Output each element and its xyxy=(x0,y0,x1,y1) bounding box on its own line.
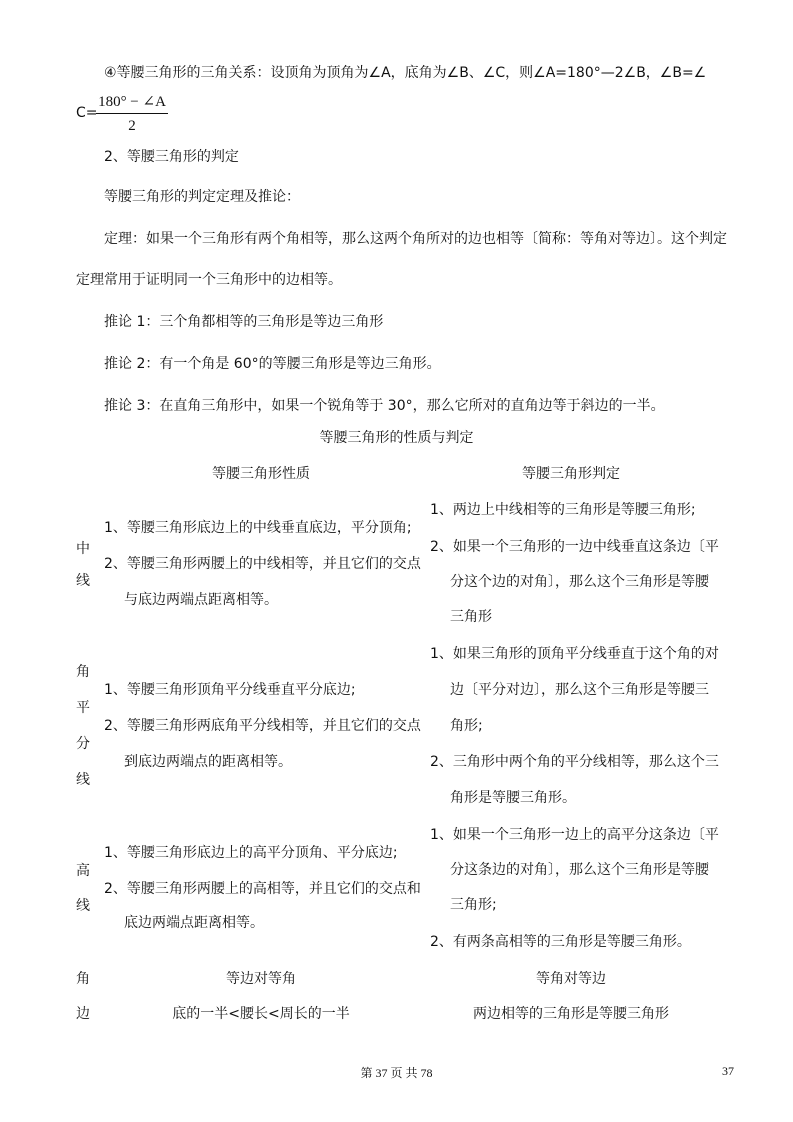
row-label-median-char: 中 xyxy=(76,541,90,557)
row-label-bisector-char: 分 xyxy=(76,736,90,752)
fraction-denominator: 2 xyxy=(128,118,136,134)
corollary-3: 推论 3：在直角三角形中，如果一个锐角等于 30°，那么它所对的直角边等于斜边的一半。 xyxy=(104,398,665,414)
fraction-bar xyxy=(96,113,168,114)
corollary-2: 推论 2：有一个角是 60°的等腰三角形是等边三角形。 xyxy=(104,356,441,372)
row-label-bisector-char: 角 xyxy=(76,664,90,680)
bisector-criterion-2-cont: 角形是等腰三角形。 xyxy=(450,790,576,806)
angle-relation-line: ④等腰三角形的三角关系：设顶角为顶角为∠A，底角为∠B、∠C，则∠A=180°—2∠B，∠B=∠ xyxy=(104,65,707,81)
row-label-altitude-char: 线 xyxy=(76,898,90,914)
side-property: 底的一半<腰长<周长的一半 xyxy=(172,1006,350,1022)
median-criterion-2: 2、如果一个三角形的一边中线垂直这条边〔平 xyxy=(430,539,719,555)
table-title: 等腰三角形的性质与判定 xyxy=(319,430,474,446)
formula-fraction xyxy=(96,92,168,136)
median-criterion-2-cont: 三角形 xyxy=(450,609,492,625)
bisector-criterion-1-cont: 角形; xyxy=(450,718,483,734)
row-label-median-char: 线 xyxy=(76,573,90,589)
altitude-property-2: 2、等腰三角形两腰上的高相等，并且它们的交点和 xyxy=(104,881,421,897)
column-header-criteria: 等腰三角形判定 xyxy=(522,466,620,482)
altitude-criterion-1-cont: 分这条边的对角〕，那么这个三角形是等腰 xyxy=(450,862,709,878)
row-label-angle: 角 xyxy=(76,971,90,987)
row-label-side: 边 xyxy=(76,1006,90,1022)
row-label-bisector-char: 平 xyxy=(76,700,90,716)
section-heading: 2、等腰三角形的判定 xyxy=(104,149,239,165)
median-criterion-1: 1、两边上中线相等的三角形是等腰三角形; xyxy=(430,502,696,518)
median-property-2: 2、等腰三角形两腰上的中线相等，并且它们的交点 xyxy=(104,556,421,572)
side-criterion: 两边相等的三角形是等腰三角形 xyxy=(473,1006,669,1022)
row-label-bisector-char: 线 xyxy=(76,772,90,788)
fraction-numerator: 180° − ∠A xyxy=(98,94,166,110)
theorem-line-2: 定理常用于证明同一个三角形中的边相等。 xyxy=(76,272,342,288)
angle-criterion: 等角对等边 xyxy=(536,971,606,987)
row-label-altitude-char: 高 xyxy=(76,863,90,879)
bisector-criterion-1-cont: 边〔平分对边〕，那么这个三角形是等腰三 xyxy=(450,682,709,698)
median-property-2-cont: 与底边两端点距离相等。 xyxy=(124,592,278,608)
angle-property: 等边对等角 xyxy=(226,971,296,987)
median-criterion-2-cont: 分这个边的对角〕，那么这个三角形是等腰 xyxy=(450,574,709,590)
altitude-property-1: 1、等腰三角形底边上的高平分顶角、平分底边; xyxy=(104,845,398,861)
theorem-line-1: 定理：如果一个三角形有两个角相等，那么这两个角所对的边也相等〔简称：等角对等边〕。这个判定 xyxy=(104,231,727,247)
altitude-criterion-1-cont: 三角形; xyxy=(450,897,497,913)
corollary-1: 推论 1：三个角都相等的三角形是等边三角形 xyxy=(104,314,384,330)
page-number: 37 xyxy=(722,1064,734,1078)
median-property-1: 1、等腰三角形底边上的中线垂直底边，平分顶角; xyxy=(104,520,412,536)
section-subheading: 等腰三角形的判定定理及推论： xyxy=(104,189,300,205)
column-header-properties: 等腰三角形性质 xyxy=(212,466,310,482)
formula-c-prefix: C= xyxy=(76,105,98,121)
bisector-criterion-1: 1、如果三角形的顶角平分线垂直于这个角的对 xyxy=(430,646,719,662)
altitude-criterion-2: 2、有两条高相等的三角形是等腰三角形。 xyxy=(430,934,691,950)
bisector-property-2-cont: 到底边两端点的距离相等。 xyxy=(124,754,292,770)
altitude-criterion-1: 1、如果一个三角形一边上的高平分这条边〔平 xyxy=(430,827,719,843)
bisector-criterion-2: 2、三角形中两个角的平分线相等，那么这个三 xyxy=(430,754,719,770)
page-footer: 第 37 页 共 78 xyxy=(360,1066,433,1080)
altitude-property-2-cont: 底边两端点距离相等。 xyxy=(124,915,264,931)
bisector-property-2: 2、等腰三角形两底角平分线相等，并且它们的交点 xyxy=(104,718,421,734)
bisector-property-1: 1、等腰三角形顶角平分线垂直平分底边; xyxy=(104,682,356,698)
